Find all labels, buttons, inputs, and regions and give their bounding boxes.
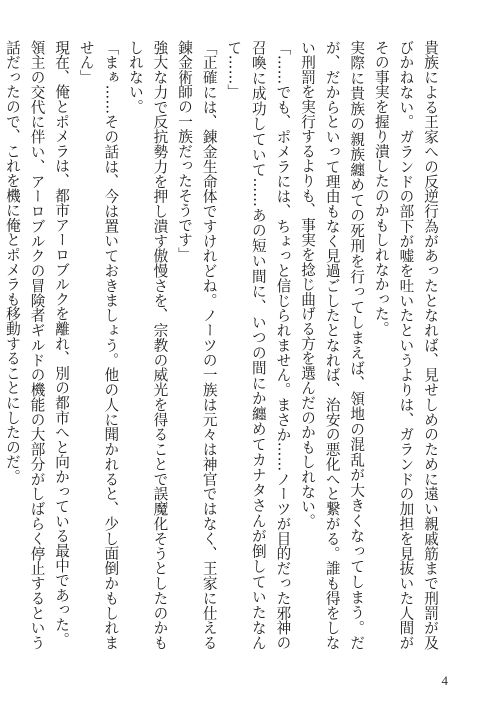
paragraph: 貴族による王家への反逆行為があったとなれば、見せしめのために遠い親戚筋まで刑罰が及びかねない。ガランドの部下が嘘を吐いたというよりは、ガランドの加担を見抜いた人間がその事実を握り潰したのかもしれなかった。 [372,40,439,650]
paragraph: 現在、俺とポメラは、都市アーロブルクを離れ、別の都市へと向かっている最中であった。 [53,40,71,647]
paragraph: 「まぁ……その話は、今は置いておきましょう。他の人に聞かれると、少し面倒かもしれません」 [77,40,120,650]
page-number: 4 [441,673,448,688]
vertical-text-body [3,40,442,650]
paragraph: 「正確には、錬金生命体ですけれどね。ノーツの一族は元々は神官ではなく、王家に仕える錬金術師の一族だったそうです」 [176,40,218,650]
paragraph: 領主の交代に伴い、アーロブルクの冒険者ギルドの機能の大部分がしばらく停止するという話だったので、これを機に俺とポメラも移動することにしたのだ。 [3,40,46,650]
paragraph: 実際に貴族の親族纏めての死刑を行ってしまえば、領地の混乱が大きくなってしまう。だが、だからといって理由もなく見過ごしたとなれば、治安の悪化へと繋がる。誰も得をしない刑罰を実行するよりも、事実を捻じ曲げる方を選んだのかもしれない。 [299,40,366,650]
paragraph: 強大な力で反抗勢力を押し潰す傲慢さを、宗教の威光を得ることで誤魔化そうとしたのかもしれない。 [126,40,169,650]
paragraph: 「……でも、ポメラには、ちょっと信じられません。まさか……ノーツが目的だった邪神の召喚に成功していて……あの短い間に、いつの間にか纏めてカナタさんが倒していたなんて……」 [225,40,292,650]
